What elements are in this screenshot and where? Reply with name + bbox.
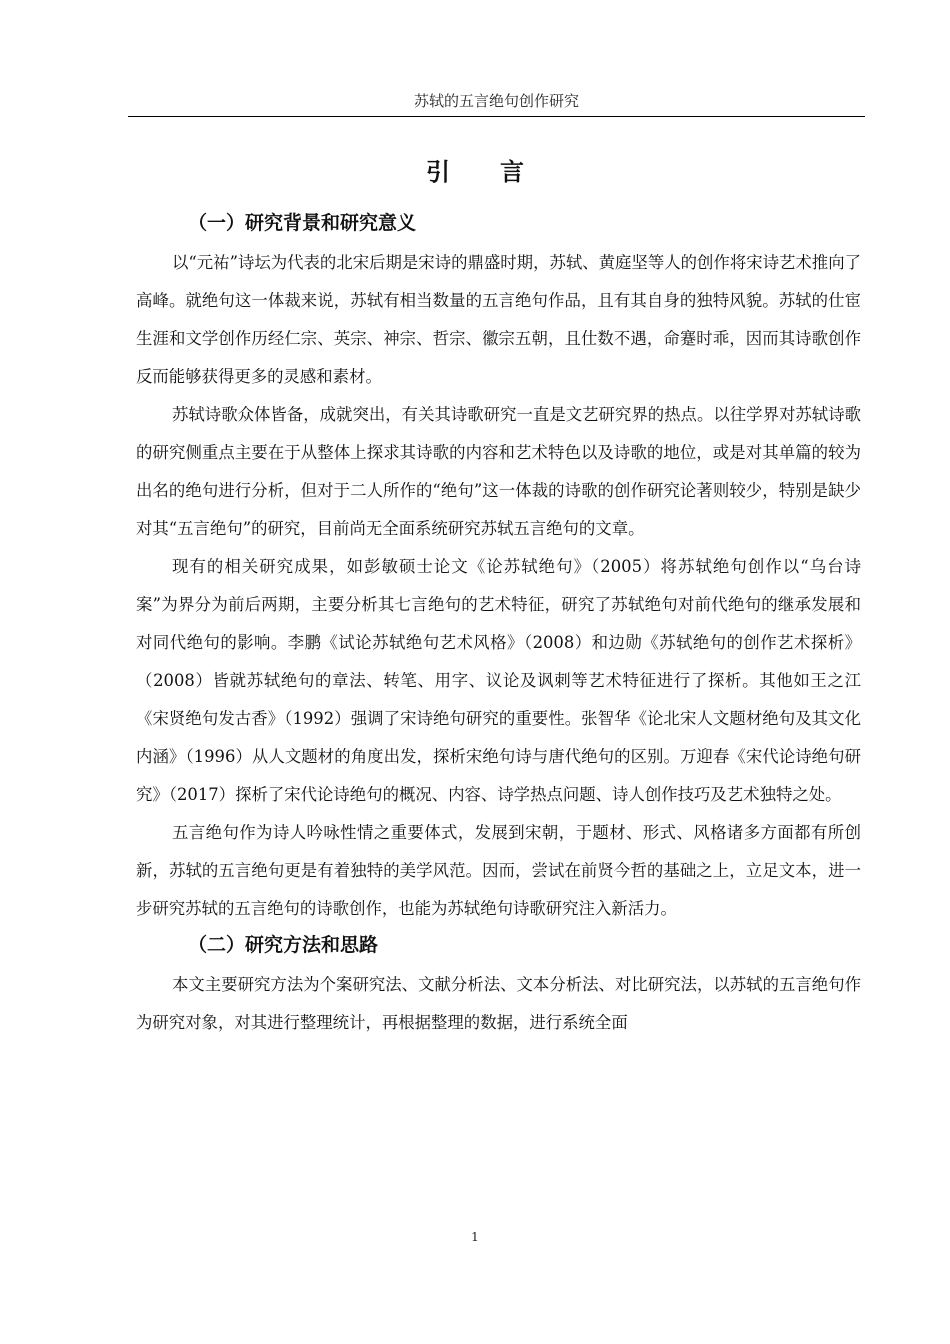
section-heading-background: （一）研究背景和研究意义 — [188, 212, 417, 234]
body-content — [136, 206, 861, 1042]
paragraph: 本文主要研究方法为个案研究法、文献分析法、文本分析法、对比研究法，以苏轼的五言绝句作为研究对象，对其进行整理统计，再根据整理的数据，进行系统全面 — [136, 975, 861, 1032]
section-heading-methods: （二）研究方法和思路 — [188, 934, 379, 956]
page-number: 1 — [471, 1230, 479, 1244]
paragraph: 现有的相关研究成果，如彭敏硕士论文《论苏轼绝句》（2005）将苏轼绝句创作以“乌台诗案”为界分为前后两期，主要分析其七言绝句的艺术特征，研究了苏轼绝句对前代绝句的继承发展和对同代绝句的影响。李鹏《试论苏轼绝句艺术风格》（2008）和边勋《苏轼绝句的创作艺术探析》（2008）皆就苏轼绝句的章法、转笔、用字、议论及讽刺等艺术特征进行了探析。其他如王之江《宋贤绝句发古香》（1992）强调了宋诗绝句研究的重要性。张智华《论北宋人文题材绝句及其文化内涵》（1996）从人文题材的角度出发，探析宋绝句诗与唐代绝句的区别。万迎春《宋代论诗绝句研究》（2017）探析了宋代论诗绝句的概况、内容、诗学热点问题、诗人创作技巧及艺术独特之处。 — [136, 557, 861, 804]
chapter-title: 引言 — [426, 158, 574, 186]
running-header — [128, 90, 865, 117]
paragraph: 五言绝句作为诗人吟咏性情之重要体式，发展到宋朝，于题材、形式、风格诸多方面都有所创新，苏轼的五言绝句更是有着独特的美学风范。因而，尝试在前贤今哲的基础之上，立足文本，进一步研究苏轼的五言绝句的诗歌创作，也能为苏轼绝句诗歌研究注入新活力。 — [136, 823, 861, 918]
running-header-title: 苏轼的五言绝句创作研究 — [413, 92, 579, 110]
paragraph: 以“元祐”诗坛为代表的北宋后期是宋诗的鼎盛时期，苏轼、黄庭坚等人的创作将宋诗艺术推向了高峰。就绝句这一体裁来说，苏轼有相当数量的五言绝句作品，且有其自身的独特风貌。苏轼的仕宦生涯和文学创作历经仁宗、英宗、神宗、哲宗、徽宗五朝，且仕数不遇，命蹇时乖，因而其诗歌创作反而能够获得更多的灵感和素材。 — [136, 253, 861, 386]
paragraph: 苏轼诗歌众体皆备，成就突出，有关其诗歌研究一直是文艺研究界的热点。以往学界对苏轼诗歌的研究侧重点主要在于从整体上探求其诗歌的内容和艺术特色以及诗歌的地位，或是对其单篇的较为出名的绝句进行分析，但对于二人所作的“绝句”这一体裁的诗歌的创作研究论著则较少，特别是缺少对其“五言绝句”的研究，目前尚无全面系统研究苏轼五言绝句的文章。 — [136, 405, 861, 538]
